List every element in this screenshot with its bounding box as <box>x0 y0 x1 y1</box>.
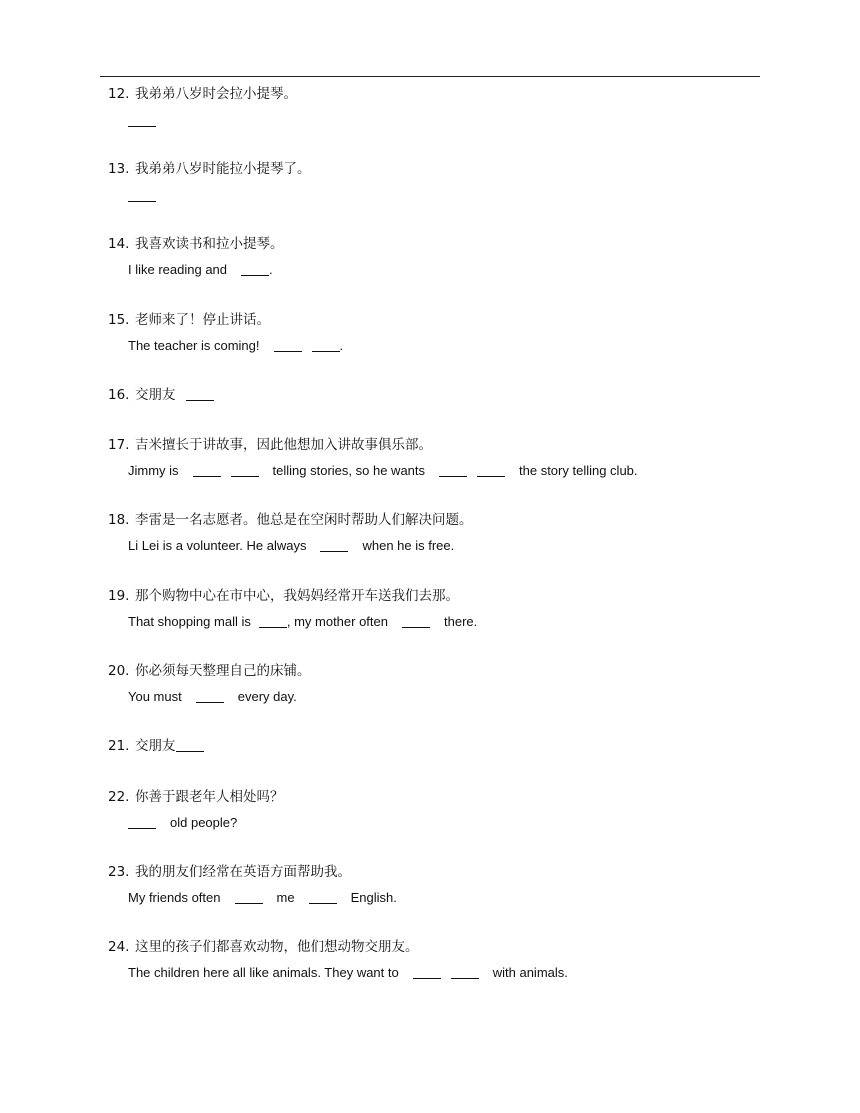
answer-blank[interactable] <box>309 890 337 904</box>
english-text: English. <box>350 890 397 905</box>
question-18 <box>108 511 473 555</box>
question-22 <box>108 788 284 832</box>
answer-blank[interactable] <box>477 463 505 477</box>
question-chinese: 你善于跟老年人相处吗？ <box>135 789 284 805</box>
question-number: 13. <box>108 161 130 177</box>
question-16 <box>108 386 214 404</box>
answer-blank[interactable] <box>176 738 204 752</box>
english-text: telling stories, so he wants <box>272 463 426 478</box>
english-text: with animals. <box>492 965 568 980</box>
question-24 <box>108 938 568 982</box>
answer-blank[interactable] <box>128 188 156 202</box>
answer-blank[interactable] <box>193 463 221 477</box>
english-text: The children here all like animals. They want to <box>128 965 399 980</box>
question-13 <box>108 160 311 202</box>
question-number: 22. <box>108 789 130 805</box>
answer-blank[interactable] <box>241 262 269 276</box>
question-19 <box>108 587 477 631</box>
answer-blank[interactable] <box>451 965 479 979</box>
question-english <box>128 613 477 631</box>
question-english <box>128 688 311 706</box>
question-number: 12. <box>108 86 130 102</box>
answer-blank[interactable] <box>439 463 467 477</box>
question-english <box>128 537 473 555</box>
question-23 <box>108 863 397 907</box>
question-20 <box>108 662 311 706</box>
english-text: me <box>276 890 295 905</box>
question-12 <box>108 85 297 127</box>
english-text: Li Lei is a volunteer. He always <box>128 538 307 553</box>
english-text: You must <box>128 689 182 704</box>
question-english <box>128 814 284 832</box>
question-15 <box>108 311 343 355</box>
answer-blank[interactable] <box>235 890 263 904</box>
answer-blank[interactable] <box>274 338 302 352</box>
english-text: , my mother often <box>286 614 388 629</box>
english-text: That shopping mall is <box>128 614 251 629</box>
answer-blank[interactable] <box>231 463 259 477</box>
question-chinese: 你必须每天整理自己的床铺。 <box>135 663 311 679</box>
question-number: 20. <box>108 663 130 679</box>
question-number: 15. <box>108 312 130 328</box>
question-chinese: 我的朋友们经常在英语方面帮助我。 <box>135 864 351 880</box>
english-text: My friends often <box>128 890 221 905</box>
question-chinese: 吉米擅长于讲故事，因此他想加入讲故事俱乐部。 <box>135 437 432 453</box>
question-english <box>128 337 343 355</box>
question-chinese: 我弟弟八岁时能拉小提琴了。 <box>135 161 311 177</box>
question-english <box>128 964 568 982</box>
header-rule <box>100 76 760 77</box>
question-chinese: 这里的孩子们都喜欢动物，他们想动物交朋友。 <box>135 939 419 955</box>
english-text: the story telling club. <box>519 463 638 478</box>
question-number: 24. <box>108 939 130 955</box>
question-number: 19. <box>108 588 130 604</box>
question-chinese: 交朋友 <box>135 387 176 403</box>
answer-blank[interactable] <box>312 338 340 352</box>
question-english <box>128 462 638 480</box>
question-chinese: 老师来了！停止讲话。 <box>135 312 270 328</box>
question-chinese: 交朋友 <box>135 738 176 754</box>
english-text: there. <box>444 614 478 629</box>
answer-blank[interactable] <box>402 614 430 628</box>
question-17 <box>108 436 638 480</box>
question-chinese: 李雷是一名志愿者。他总是在空闲时帮助人们解决问题。 <box>135 512 473 528</box>
question-number: 17. <box>108 437 130 453</box>
answer-blank[interactable] <box>186 387 214 401</box>
question-number: 16. <box>108 387 130 403</box>
question-number: 21. <box>108 738 130 754</box>
answer-blank[interactable] <box>413 965 441 979</box>
answer-blank[interactable] <box>196 689 224 703</box>
answer-blank[interactable] <box>320 538 348 552</box>
question-chinese: 那个购物中心在市中心，我妈妈经常开车送我们去那。 <box>135 588 459 604</box>
question-14 <box>108 235 284 279</box>
english-text: Jimmy is <box>128 463 179 478</box>
english-text: every day. <box>237 689 297 704</box>
english-text: The teacher is coming! <box>128 338 260 353</box>
answer-blank[interactable] <box>128 815 156 829</box>
question-number: 18. <box>108 512 130 528</box>
question-english <box>128 889 397 907</box>
english-text: . <box>339 338 344 353</box>
answer-blank[interactable] <box>259 614 287 628</box>
english-text: . <box>269 262 273 277</box>
english-text: I like reading and <box>128 262 228 277</box>
english-text: when he is free. <box>362 538 455 553</box>
answer-blank[interactable] <box>128 113 156 127</box>
question-number: 23. <box>108 864 130 880</box>
question-chinese: 我弟弟八岁时会拉小提琴。 <box>135 86 297 102</box>
question-21 <box>108 737 204 755</box>
question-number: 14. <box>108 236 130 252</box>
english-text: old people? <box>170 815 238 830</box>
question-chinese: 我喜欢读书和拉小提琴。 <box>135 236 284 252</box>
question-english <box>128 261 284 279</box>
